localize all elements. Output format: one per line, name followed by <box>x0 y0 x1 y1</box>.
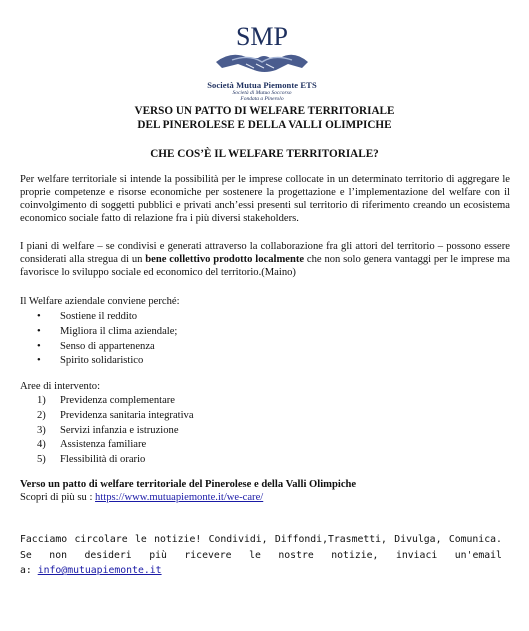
footer-line-1 <box>20 532 502 548</box>
intro-paragraph-2 <box>20 240 510 279</box>
benefit-label: Senso di appartenenza <box>60 340 155 352</box>
area-item <box>20 453 194 468</box>
footer-word: ricevere <box>184 549 232 561</box>
intro-p2-bold: bene collettivo prodotto localmente <box>145 254 305 265</box>
footer-word: circolare <box>74 534 128 545</box>
footer-notice <box>20 532 502 579</box>
footer-line-3 <box>20 563 502 579</box>
benefit-item <box>20 340 177 355</box>
footer-word: Se <box>20 549 32 561</box>
email-link[interactable]: info@mutuapiemonte.it <box>37 565 162 576</box>
heading-line-1: VERSO UN PATTO DI WELFARE TERRITORIALE <box>134 105 395 117</box>
footer-line-2 <box>20 548 502 564</box>
footer-word: Diffondi,Trasmetti, <box>274 534 387 545</box>
footer-word: Divulga, <box>394 534 442 545</box>
footer-word: non <box>49 549 67 561</box>
pact-more <box>20 491 263 504</box>
footer-word: un'email <box>454 549 502 561</box>
handshake-logo-icon <box>202 18 322 80</box>
pact-more-label: Scopri di più su : <box>20 492 96 503</box>
footer-word: inviaci <box>395 549 438 561</box>
footer-word: Condividi, <box>208 534 268 545</box>
logo-subtitle: Società di Mutuo Soccorso <box>232 90 292 96</box>
footer-word: desideri <box>84 549 132 561</box>
bullet-icon: • <box>37 340 41 352</box>
area-number: 3) <box>37 424 46 436</box>
area-label: Previdenza sanitaria integrativa <box>60 409 194 421</box>
logo-founded: Fondata a Pinerolo <box>240 96 284 102</box>
footer-word: notizie, <box>331 549 379 561</box>
footer-word: notizie! <box>154 534 202 545</box>
area-label: Servizi infanzia e istruzione <box>60 424 179 436</box>
benefits-list <box>20 310 177 369</box>
footer-word: Comunica. <box>448 534 502 545</box>
footer-word: nostre <box>278 549 314 561</box>
footer-email-prefix: a: <box>20 565 38 576</box>
footer-word: le <box>249 549 261 561</box>
area-item <box>20 424 194 439</box>
heading-question: CHE COS’È IL WELFARE TERRITORIALE? <box>150 148 379 160</box>
area-item <box>20 394 194 409</box>
bullet-icon: • <box>37 355 41 367</box>
area-number: 2) <box>37 409 46 421</box>
footer-word: più <box>149 549 167 561</box>
footer-word: le <box>134 534 147 545</box>
pact-title: Verso un patto di welfare territoriale del Pinerolese e della Valli Olimpiche <box>20 479 357 490</box>
benefit-label: Spirito solidaristico <box>60 355 144 367</box>
pact-link[interactable]: https://www.mutuapiemonte.it/we-care/ <box>95 492 264 503</box>
area-label: Assistenza familiare <box>60 439 147 451</box>
heading-line-2: DEL PINEROLESE E DELLA VALLI OLIMPICHE <box>137 119 392 131</box>
benefit-item <box>20 325 177 340</box>
footer-word: Facciamo <box>20 534 68 545</box>
benefit-label: Sostiene il reddito <box>60 311 138 322</box>
bullet-icon: • <box>37 325 41 337</box>
area-number: 1) <box>37 395 46 406</box>
bullet-icon: • <box>37 311 41 322</box>
logo <box>202 18 322 106</box>
areas-list <box>20 394 194 468</box>
intro-paragraph-1: Per welfare territoriale si intende la possibilità per le imprese collocate in un determinato territorio di aggregare le proprie competenze e risorse economiche per sostenere la progettazione e l’implementazione del welfare con il coinvolgimento di soggetti pubblici e privati anch’essi presenti sul territorio di riferimento creando un ecosistema economico sociale fatto di relazione fra i più diversi stakeholders. <box>20 174 510 224</box>
area-item <box>20 409 194 424</box>
intro-p2-text: I piani di welfare – se condivisi e generati attraverso la collaborazione fra gli attori del territorio – possono essere considerati alla stregua di un <box>20 241 510 265</box>
area-item <box>20 438 194 453</box>
areas-heading: Aree di intervento: <box>20 381 101 392</box>
area-label: Flessibilità di orario <box>60 454 146 466</box>
area-label: Previdenza complementare <box>60 395 176 406</box>
intro-p2-text-end: che non solo genera vantaggi per le imprese ma favorisce lo sviluppo sociale ed economico del territorio.(Maino) <box>20 254 511 278</box>
logo-letters: SMP <box>235 22 289 51</box>
area-number: 5) <box>37 454 46 466</box>
benefit-item <box>20 310 177 325</box>
logo-name: Società Mutua Piemonte ETS <box>207 80 317 90</box>
benefits-heading: Il Welfare aziendale conviene perché: <box>20 296 180 307</box>
benefit-item <box>20 354 177 369</box>
area-number: 4) <box>37 439 46 451</box>
benefit-label: Migliora il clima aziendale; <box>60 325 178 337</box>
